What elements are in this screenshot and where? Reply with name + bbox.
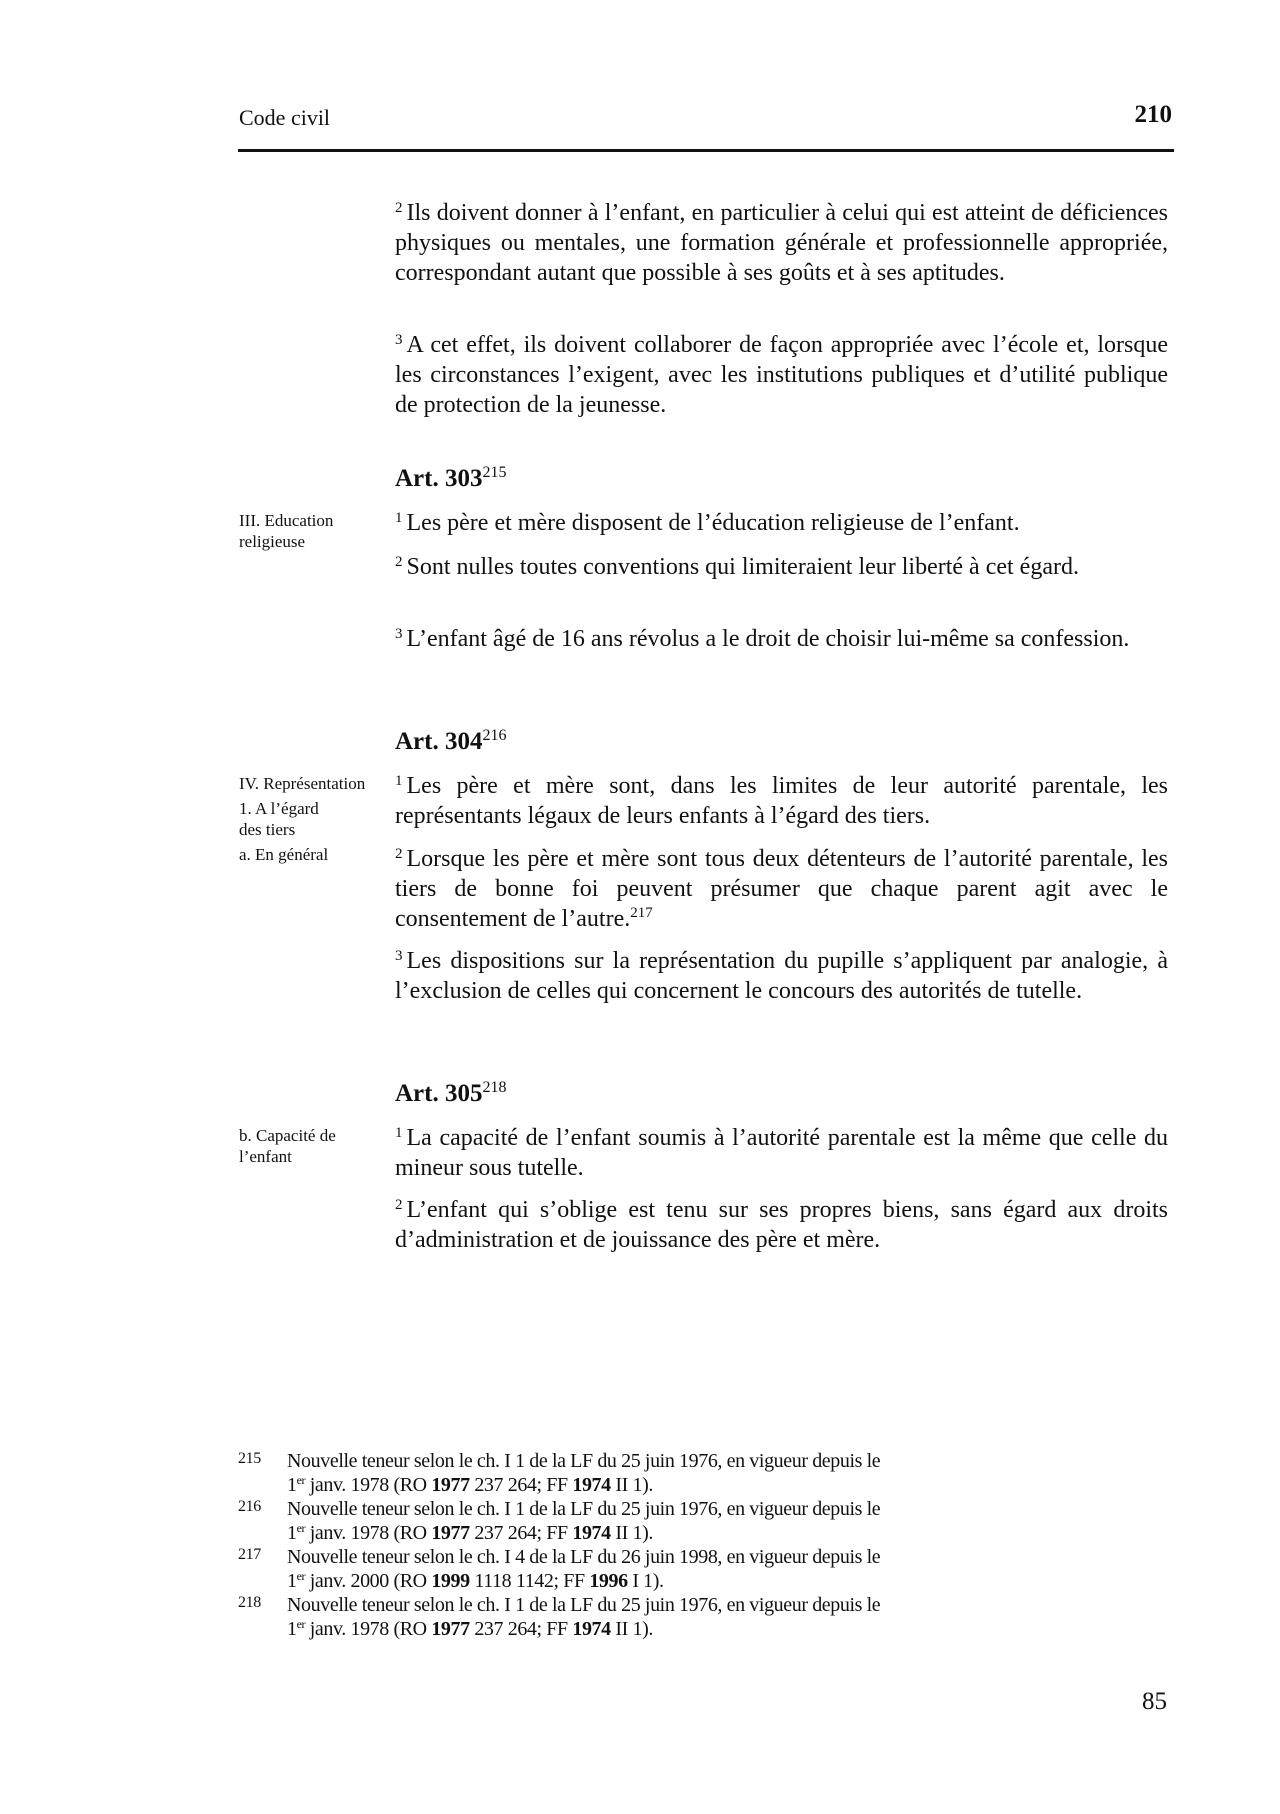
- paragraph-text: L’enfant qui s’oblige est tenu sur ses propres biens, sans égard aux droits d’administration et de jouissance des père et mère.: [395, 1197, 1168, 1253]
- footnote-number: 215: [238, 1450, 261, 1467]
- footnote-line: [287, 1473, 1048, 1497]
- paragraph-text: Les père et mère sont, dans les limites de leur autorité parentale, les représentants légaux de leurs enfants à l’égard des tiers.: [395, 773, 1168, 829]
- art-304-paragraph-2: [395, 844, 1168, 934]
- margin-note-305: [239, 1125, 349, 1167]
- footnote-ro-pages: 237 264; FF: [469, 1522, 573, 1544]
- footnote-ff-ref: I 1).: [627, 1570, 664, 1592]
- margin-note-304: [239, 773, 369, 865]
- paragraph-text: Ils doivent donner à l’enfant, en particulier à celui qui est atteint de déficiences physiques ou mentales, une formation générale et professionnelle appropriée, correspondant autant que possible à ses goûts et à ses aptitudes.: [395, 200, 1168, 286]
- paragraph-number: 3: [395, 626, 403, 642]
- footnote-ff-year: 1996: [589, 1570, 628, 1592]
- art-305-paragraph-1: [395, 1123, 1168, 1183]
- footnote-day-sup: er: [296, 1521, 306, 1535]
- paragraph-text: Les père et mère disposent de l’éducation religieuse de l’enfant.: [406, 510, 1020, 536]
- art-303-paragraph-2: [395, 552, 1168, 582]
- footnote-day-sup: er: [296, 1473, 306, 1487]
- paragraph-number: 2: [395, 554, 403, 570]
- footnote-line: [287, 1617, 1048, 1641]
- footnote-date: janv. 1978 (RO: [305, 1618, 432, 1640]
- footnote-215: [238, 1449, 1048, 1497]
- paragraph-number: 2: [395, 846, 403, 862]
- footnote-day-sup: er: [296, 1569, 306, 1583]
- footnote-ff-ref: II 1).: [610, 1522, 653, 1544]
- art-303-paragraph-1: [395, 508, 1168, 538]
- article-305-heading: [395, 1079, 506, 1108]
- footnotes: [238, 1449, 1048, 1641]
- footnote-ro-pages: 237 264; FF: [469, 1618, 573, 1640]
- footnote-ro-year: 1999: [431, 1570, 470, 1592]
- paragraph-number: 2: [395, 1197, 403, 1213]
- art-305-paragraph-2: [395, 1195, 1168, 1255]
- footnote-line: Nouvelle teneur selon le ch. I 1 de la LF du 25 juin 1976, en vigueur depuis le: [287, 1594, 881, 1616]
- footnote-day: 1: [287, 1474, 297, 1496]
- footnote-line: Nouvelle teneur selon le ch. I 4 de la LF du 26 juin 1998, en vigueur depuis le: [287, 1546, 881, 1568]
- footnote-ro-year: 1977: [431, 1522, 470, 1544]
- footnote-date: janv. 2000 (RO: [305, 1570, 432, 1592]
- page-number: 85: [1142, 1688, 1167, 1715]
- paragraph-text: La capacité de l’enfant soumis à l’autorité parentale est la même que celle du mineur sous tutelle.: [395, 1125, 1168, 1181]
- footnote-ff-year: 1974: [572, 1474, 611, 1496]
- art-304-paragraph-1: [395, 771, 1168, 831]
- footnote-day: 1: [287, 1522, 297, 1544]
- footnote-ref: 217: [630, 905, 653, 921]
- margin-note-303: [239, 510, 359, 552]
- footnote-ff-year: 1974: [572, 1522, 611, 1544]
- footnote-217: [238, 1545, 1048, 1593]
- paragraph-number: 3: [395, 332, 403, 348]
- article-title: Art. 304: [395, 728, 483, 755]
- header-page-ref: 210: [1134, 101, 1172, 128]
- footnote-ro-year: 1977: [431, 1474, 470, 1496]
- paragraph-text: A cet effet, ils doivent collaborer de façon appropriée avec l’école et, lorsque les circonstances l’exigent, avec les institutions publiques et d’utilité publique de protection de la jeunesse.: [395, 332, 1168, 418]
- footnote-day: 1: [287, 1618, 297, 1640]
- paragraph-number: 1: [395, 510, 403, 526]
- footnote-number: 216: [238, 1498, 261, 1515]
- footnote-day-sup: er: [296, 1617, 306, 1631]
- margin-subtitle: 1. A l’égard des tiers: [239, 799, 319, 839]
- footnote-ro-year: 1977: [431, 1618, 470, 1640]
- footnote-ff-ref: II 1).: [610, 1474, 653, 1496]
- paragraph-number: 3: [395, 948, 403, 964]
- footnote-ro-pages: 1118 1142; FF: [469, 1570, 590, 1592]
- article-304-heading: [395, 727, 506, 756]
- paragraph-text: L’enfant âgé de 16 ans révolus a le droit de choisir lui-même sa confession.: [406, 626, 1130, 652]
- header-title: Code civil: [239, 105, 331, 130]
- footnote-number: 217: [238, 1546, 261, 1563]
- margin-title: III. Education religieuse: [239, 511, 334, 551]
- paragraph-number: 2: [395, 200, 403, 216]
- paragraph-text: Lorsque les père et mère sont tous deux détenteurs de l’autorité parentale, les tiers de bonne foi peuvent présumer que chaque parent agit avec le consentement de l’autre.: [395, 846, 1168, 932]
- footnote-line: [287, 1521, 1048, 1545]
- footnote-ref: 215: [482, 464, 507, 481]
- margin-subtitle: a. En général: [239, 845, 329, 864]
- continuation-paragraph-2: [395, 198, 1168, 288]
- article-title: Art. 303: [395, 465, 483, 492]
- footnote-line: Nouvelle teneur selon le ch. I 1 de la LF du 25 juin 1976, en vigueur depuis le: [287, 1450, 881, 1472]
- art-304-paragraph-3: [395, 946, 1168, 1006]
- footnote-ro-pages: 237 264; FF: [469, 1474, 573, 1496]
- running-header: [238, 103, 1174, 152]
- article-303-heading: [395, 464, 506, 493]
- paragraph-number: 1: [395, 1125, 403, 1141]
- footnote-216: [238, 1497, 1048, 1545]
- footnote-day: 1: [287, 1570, 297, 1592]
- continuation-paragraph-3: [395, 330, 1168, 420]
- footnote-number: 218: [238, 1594, 261, 1611]
- footnote-line: Nouvelle teneur selon le ch. I 1 de la LF du 25 juin 1976, en vigueur depuis le: [287, 1498, 881, 1520]
- footnote-line: [287, 1569, 1048, 1593]
- footnote-date: janv. 1978 (RO: [305, 1522, 432, 1544]
- footnote-date: janv. 1978 (RO: [305, 1474, 432, 1496]
- margin-title: IV. Représentation: [239, 774, 366, 793]
- footnote-ref: 216: [482, 727, 507, 744]
- margin-title: b. Capacité de l’enfant: [239, 1126, 336, 1166]
- footnote-ff-year: 1974: [572, 1618, 611, 1640]
- paragraph-text: Sont nulles toutes conventions qui limiteraient leur liberté à cet égard.: [406, 554, 1079, 580]
- article-title: Art. 305: [395, 1080, 483, 1107]
- paragraph-text: Les dispositions sur la représentation du pupille s’appliquent par analogie, à l’exclusion de celles qui concernent le concours des autorités de tutelle.: [395, 948, 1168, 1004]
- footnote-ff-ref: II 1).: [610, 1618, 653, 1640]
- footnote-218: [238, 1593, 1048, 1641]
- footnote-ref: 218: [482, 1079, 507, 1096]
- art-303-paragraph-3: [395, 624, 1168, 654]
- paragraph-number: 1: [395, 773, 403, 789]
